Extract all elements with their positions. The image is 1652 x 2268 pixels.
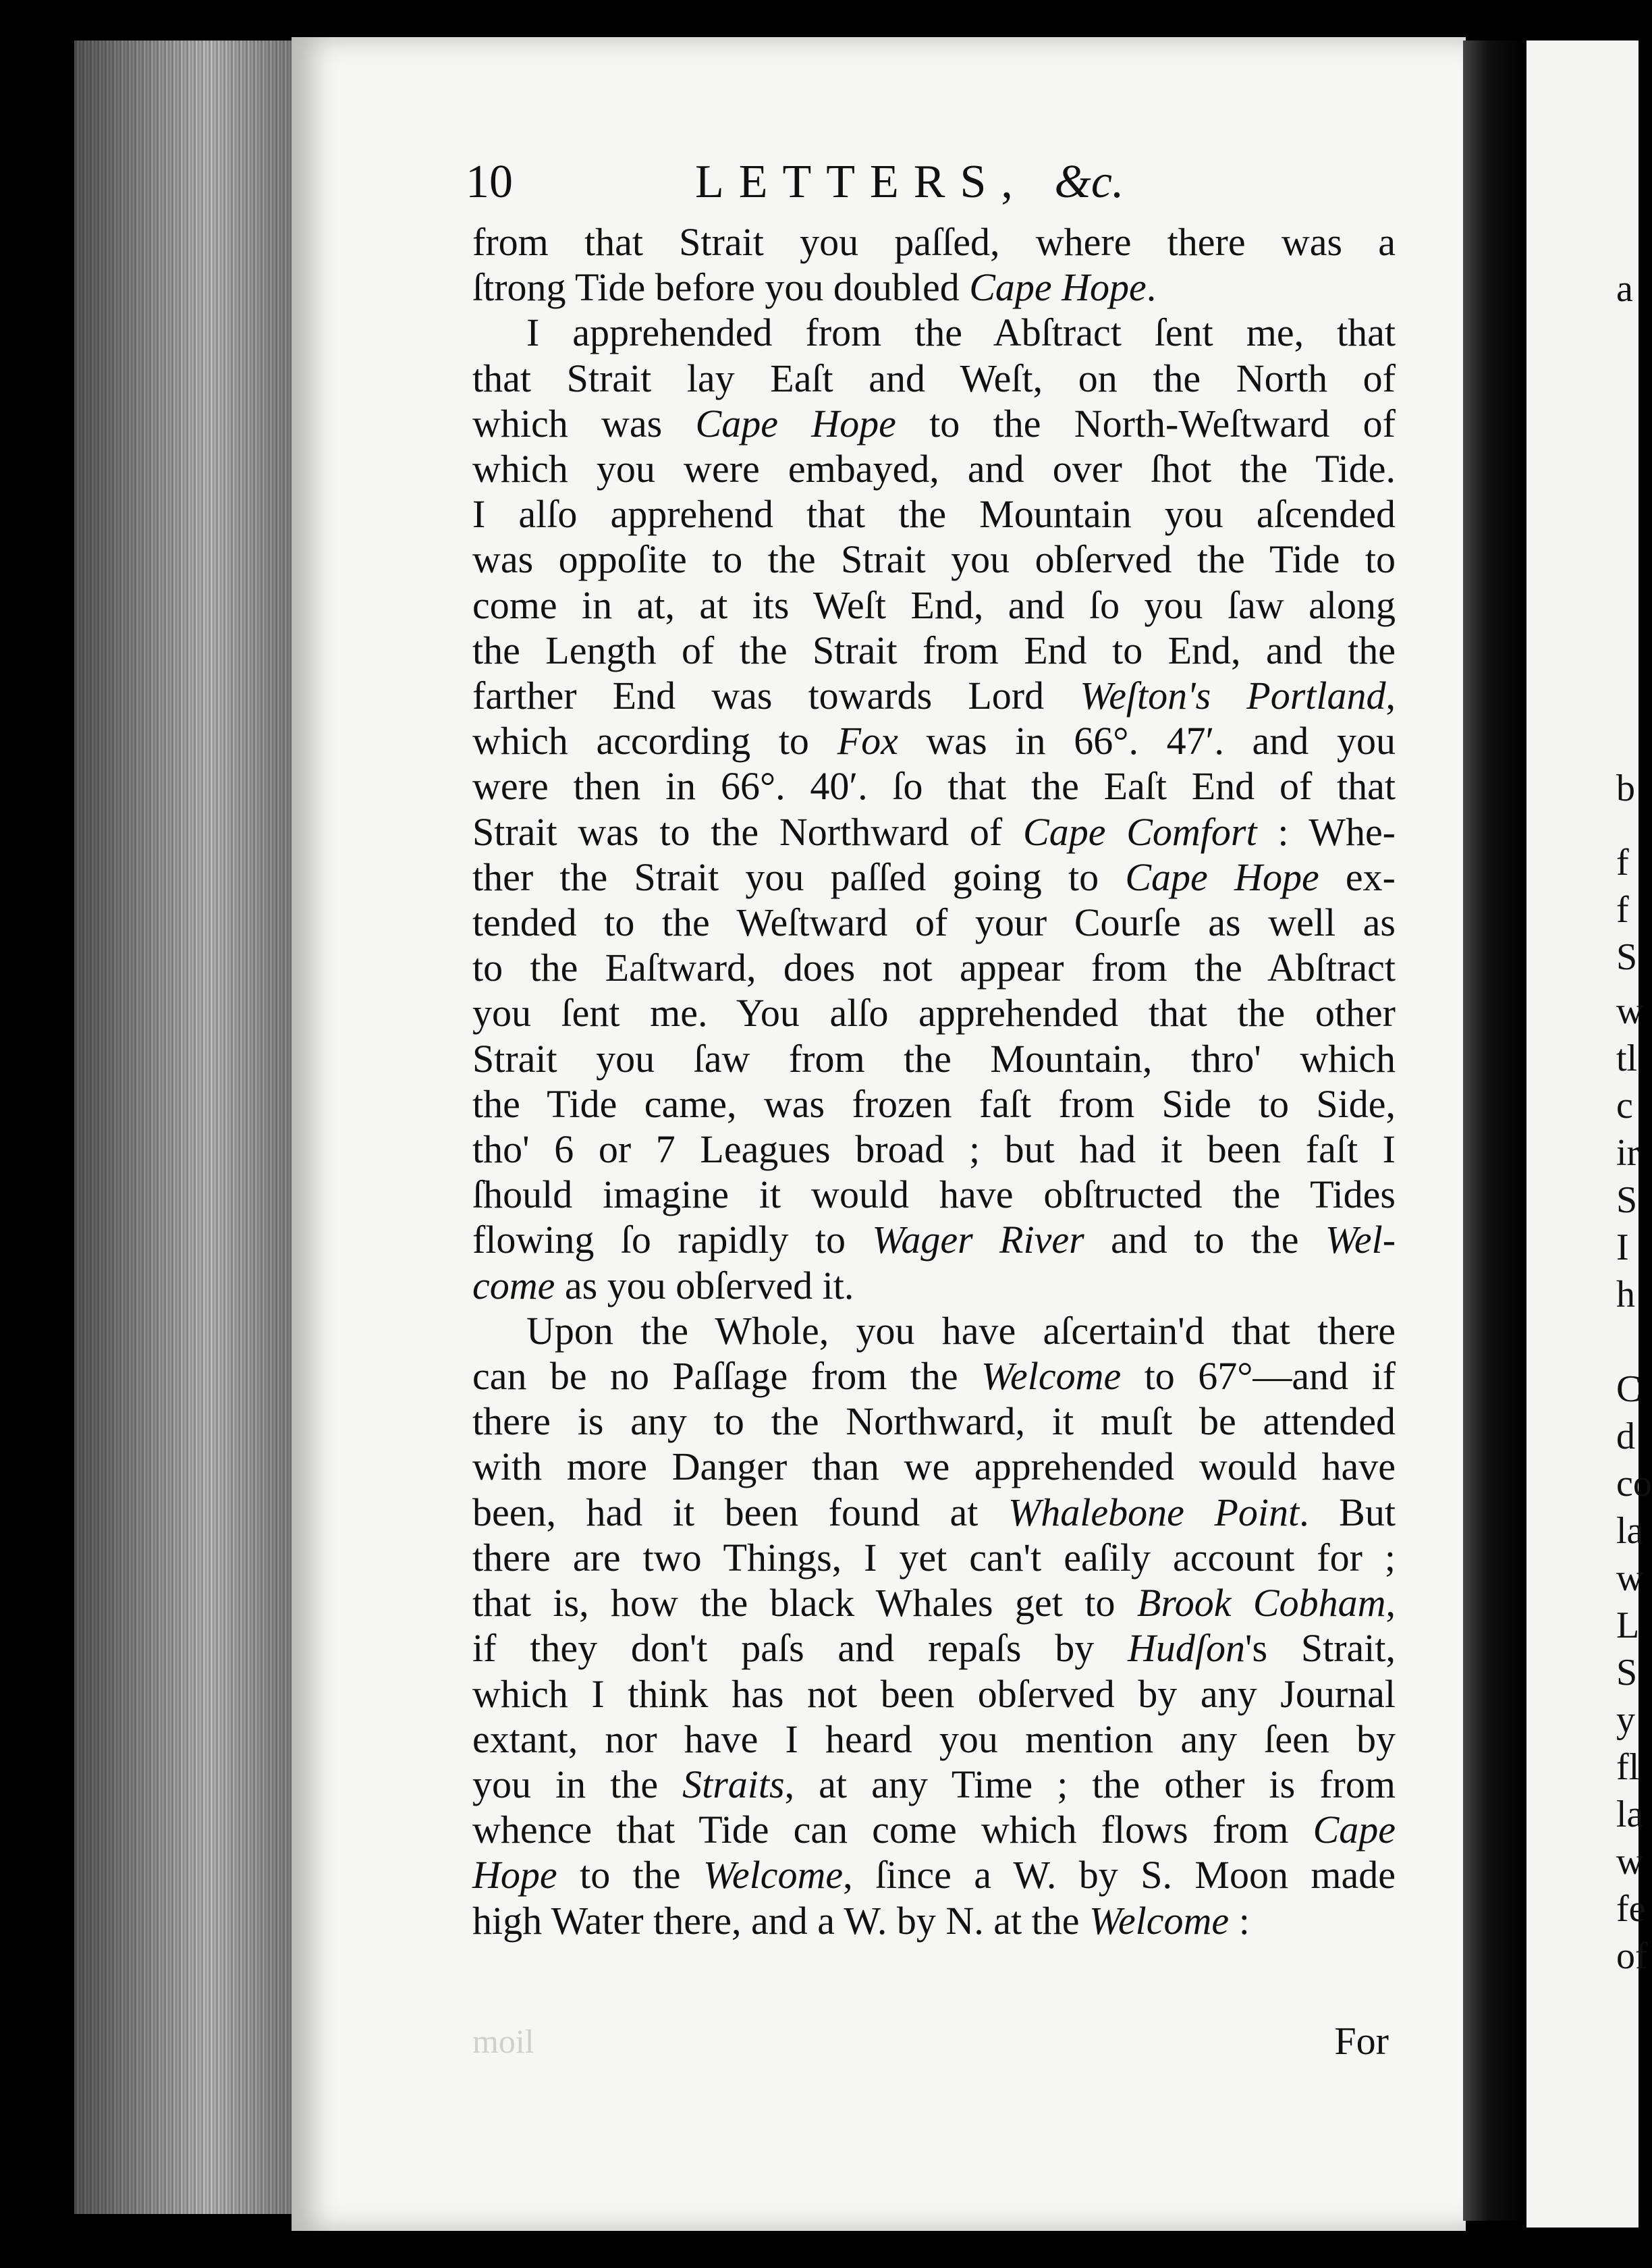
fore-edge-shadow <box>74 40 297 2214</box>
text-run: to the North-Weſtward of <box>896 401 1396 446</box>
right-page-letter: la <box>1616 1510 1644 1552</box>
right-page-letter: d <box>1616 1415 1635 1457</box>
text-line <box>472 809 1396 855</box>
book-gutter <box>1463 40 1525 2221</box>
text-run: ſhould imagine it would have obſtructed the Tides <box>472 1172 1396 1217</box>
text-line <box>472 1807 1396 1852</box>
text-run: was oppoſite to the Strait you obſerved the Tide to <box>472 537 1396 582</box>
text-line <box>472 1762 1396 1807</box>
right-page-letter: y <box>1616 1699 1635 1741</box>
right-page-letter: tl <box>1616 1037 1638 1079</box>
text-line <box>472 219 1396 265</box>
text-run: to the <box>557 1853 703 1897</box>
text-run: high Water there, and a W. by N. at the <box>472 1898 1089 1943</box>
text-run: been, had it been found at <box>472 1490 1008 1534</box>
text-run: was in 66°. 47′. and you <box>898 719 1396 763</box>
text-run: Strait was to the Northward of <box>472 809 1024 854</box>
text-line <box>472 1535 1396 1580</box>
right-page-letter: h <box>1616 1274 1635 1316</box>
text-line <box>472 583 1396 628</box>
text-line <box>472 1127 1396 1172</box>
right-page-letter: fe <box>1616 1888 1646 1930</box>
right-page-letter: I <box>1616 1226 1629 1268</box>
text-run: to 67°—and if <box>1121 1354 1396 1399</box>
text-run: , at any Time ; the other is from <box>784 1762 1396 1806</box>
text-line <box>472 356 1396 401</box>
text-line <box>472 945 1396 990</box>
text-line <box>472 1036 1396 1081</box>
italic-term: Whalebone Point <box>1008 1490 1300 1534</box>
italic-term: Welcome <box>981 1354 1122 1399</box>
text-run: ex- <box>1319 855 1396 899</box>
text-line <box>472 265 1396 310</box>
text-line <box>472 401 1396 446</box>
text-line <box>472 446 1396 491</box>
text-run: which according to <box>472 719 837 763</box>
right-page-letter: a <box>1616 268 1633 310</box>
italic-term: Cape Hope <box>1125 855 1319 899</box>
page-number: 10 <box>466 156 513 208</box>
text-run: Strait you ſaw from the Mountain, thro' which <box>472 1036 1396 1081</box>
text-run: ther the Strait you paſſed going to <box>472 855 1126 899</box>
right-page-letter: f <box>1616 842 1629 884</box>
body-text <box>472 219 1396 1943</box>
right-page-letter: S <box>1616 1652 1638 1694</box>
italic-term: Brook Cobham <box>1136 1581 1386 1625</box>
text-run: if they don't paſs and repaſs by <box>472 1626 1128 1671</box>
italic-term: come <box>472 1263 555 1307</box>
right-page-letter: w <box>1616 990 1644 1032</box>
text-run: . But <box>1299 1490 1396 1534</box>
text-run: whence that Tide can come which flows from <box>472 1808 1313 1852</box>
right-page-letter: L <box>1616 1604 1640 1646</box>
text-run: you ſent me. You alſo apprehended that the other <box>472 991 1396 1035</box>
text-run: extant, nor have I heard you mention any ſeen by <box>472 1717 1396 1761</box>
text-run: which I think has not been obſerved by any Journal <box>472 1671 1396 1716</box>
text-run: as you obſerved it. <box>555 1263 854 1307</box>
italic-term: Cape Hope <box>969 265 1147 310</box>
text-run: Upon the Whole, you have aſcertain'd that there <box>526 1308 1396 1353</box>
text-run: the Tide came, was frozen faſt from Side to Side, <box>472 1081 1396 1126</box>
italic-term: Cape Hope <box>695 401 896 446</box>
text-line <box>472 673 1396 718</box>
text-run: ſtrong Tide before you doubled <box>472 265 970 310</box>
text-line <box>472 1308 1396 1353</box>
right-page-letter: la <box>1616 1793 1644 1835</box>
right-page-letter: w <box>1616 1557 1644 1599</box>
text-line <box>472 855 1396 900</box>
italic-term: Hope <box>472 1853 557 1897</box>
text-line <box>472 1671 1396 1717</box>
text-run: which was <box>472 401 696 446</box>
text-run: from that Strait you paſſed, where there was a <box>472 220 1396 264</box>
text-line <box>472 537 1396 582</box>
italic-term: Wager River <box>872 1218 1084 1262</box>
right-page-letter: c <box>1616 1085 1633 1127</box>
text-run: you in the <box>472 1762 683 1806</box>
text-line <box>472 1625 1396 1671</box>
right-page-letter: b <box>1616 767 1635 809</box>
running-header <box>466 155 1410 209</box>
text-line <box>472 900 1396 945</box>
right-page-letter: S <box>1616 1179 1638 1221</box>
text-run: with more Danger than we apprehended would have <box>472 1444 1396 1489</box>
text-run: there is any to the Northward, it muſt be attended <box>472 1399 1396 1444</box>
text-run: can be no Paſſage from the <box>472 1354 982 1399</box>
italic-term: Cape Comfort <box>1023 809 1257 854</box>
text-run: , <box>1385 674 1396 718</box>
text-line <box>472 491 1396 537</box>
text-run: and to the <box>1084 1218 1325 1262</box>
text-line <box>472 1852 1396 1897</box>
text-run: that Strait lay Eaſt and Weſt, on the North of <box>472 356 1396 400</box>
text-line <box>472 1399 1396 1444</box>
text-run: tho' 6 or 7 Leagues broad ; but had it been faſt I <box>472 1127 1396 1172</box>
text-run: come in at, at its Weſt End, and ſo you ſaw along <box>472 583 1396 627</box>
text-line <box>472 1490 1396 1535</box>
catchword: For <box>1334 2019 1389 2063</box>
italic-term: Cape <box>1313 1808 1396 1852</box>
right-page-letter: S <box>1616 936 1638 978</box>
text-run: which you were embayed, and over ſhot the Tide. <box>472 447 1396 491</box>
italic-term: Weſton's Portland <box>1080 674 1386 718</box>
right-page-letter: co <box>1616 1463 1652 1505</box>
text-line <box>472 1263 1396 1308</box>
right-page-letter: w <box>1616 1841 1644 1883</box>
text-run: farther End was towards Lord <box>472 674 1080 718</box>
italic-term: Welcome <box>1089 1898 1230 1943</box>
italic-term: Hudſon <box>1128 1626 1246 1671</box>
text-line <box>472 1580 1396 1625</box>
text-line <box>472 1353 1396 1399</box>
text-run: that is, how the black Whales get to <box>472 1581 1137 1625</box>
text-run: tended to the Weſtward of your Courſe as well as <box>472 900 1396 945</box>
text-run: to the Eaſtward, does not appear from the Abſtract <box>472 946 1396 990</box>
text-run: the Length of the Strait from End to End, and the <box>472 628 1396 672</box>
text-line <box>472 1898 1396 1943</box>
text-run: I alſo apprehend that the Mountain you aſcended <box>472 492 1396 537</box>
text-run: . <box>1146 265 1157 310</box>
text-run: : <box>1229 1898 1250 1943</box>
text-run: 's Strait, <box>1245 1626 1396 1671</box>
italic-term: Straits <box>682 1762 785 1806</box>
text-line <box>472 718 1396 763</box>
text-run: I apprehended from the Abſtract ſent me, that <box>526 310 1396 355</box>
running-title <box>695 155 1124 209</box>
text-run: were then in 66°. 40′. ſo that the Eaſt End of that <box>472 764 1396 809</box>
text-line <box>472 628 1396 673</box>
text-line <box>472 1081 1396 1127</box>
right-page-letter: ir <box>1616 1132 1640 1174</box>
italic-term: Wel- <box>1325 1218 1396 1262</box>
italic-term: Welcome <box>703 1853 844 1897</box>
text-line <box>472 990 1396 1035</box>
text-run: , ſince a W. by S. Moon made <box>843 1853 1396 1897</box>
text-run: flowing ſo rapidly to <box>472 1218 873 1262</box>
text-line <box>472 1717 1396 1762</box>
text-run: there are two Things, I yet can't eaſily account for ; <box>472 1535 1396 1580</box>
right-page-letter: C <box>1616 1368 1642 1410</box>
running-title-text: LETTERS, <box>695 156 1028 208</box>
show-through-text: moil <box>472 2022 534 2060</box>
text-line <box>472 1172 1396 1217</box>
text-line <box>472 1217 1396 1262</box>
right-page-letter: f <box>1616 889 1629 931</box>
text-run: : Whe- <box>1257 809 1396 854</box>
right-page-letter: fl <box>1616 1746 1640 1788</box>
text-line <box>472 310 1396 355</box>
italic-term: Fox <box>837 719 898 763</box>
text-line <box>472 1444 1396 1489</box>
right-page-letter: of <box>1616 1935 1648 1977</box>
text-run: , <box>1385 1581 1396 1625</box>
text-line <box>472 763 1396 809</box>
running-title-suffix: &c. <box>1054 156 1124 208</box>
